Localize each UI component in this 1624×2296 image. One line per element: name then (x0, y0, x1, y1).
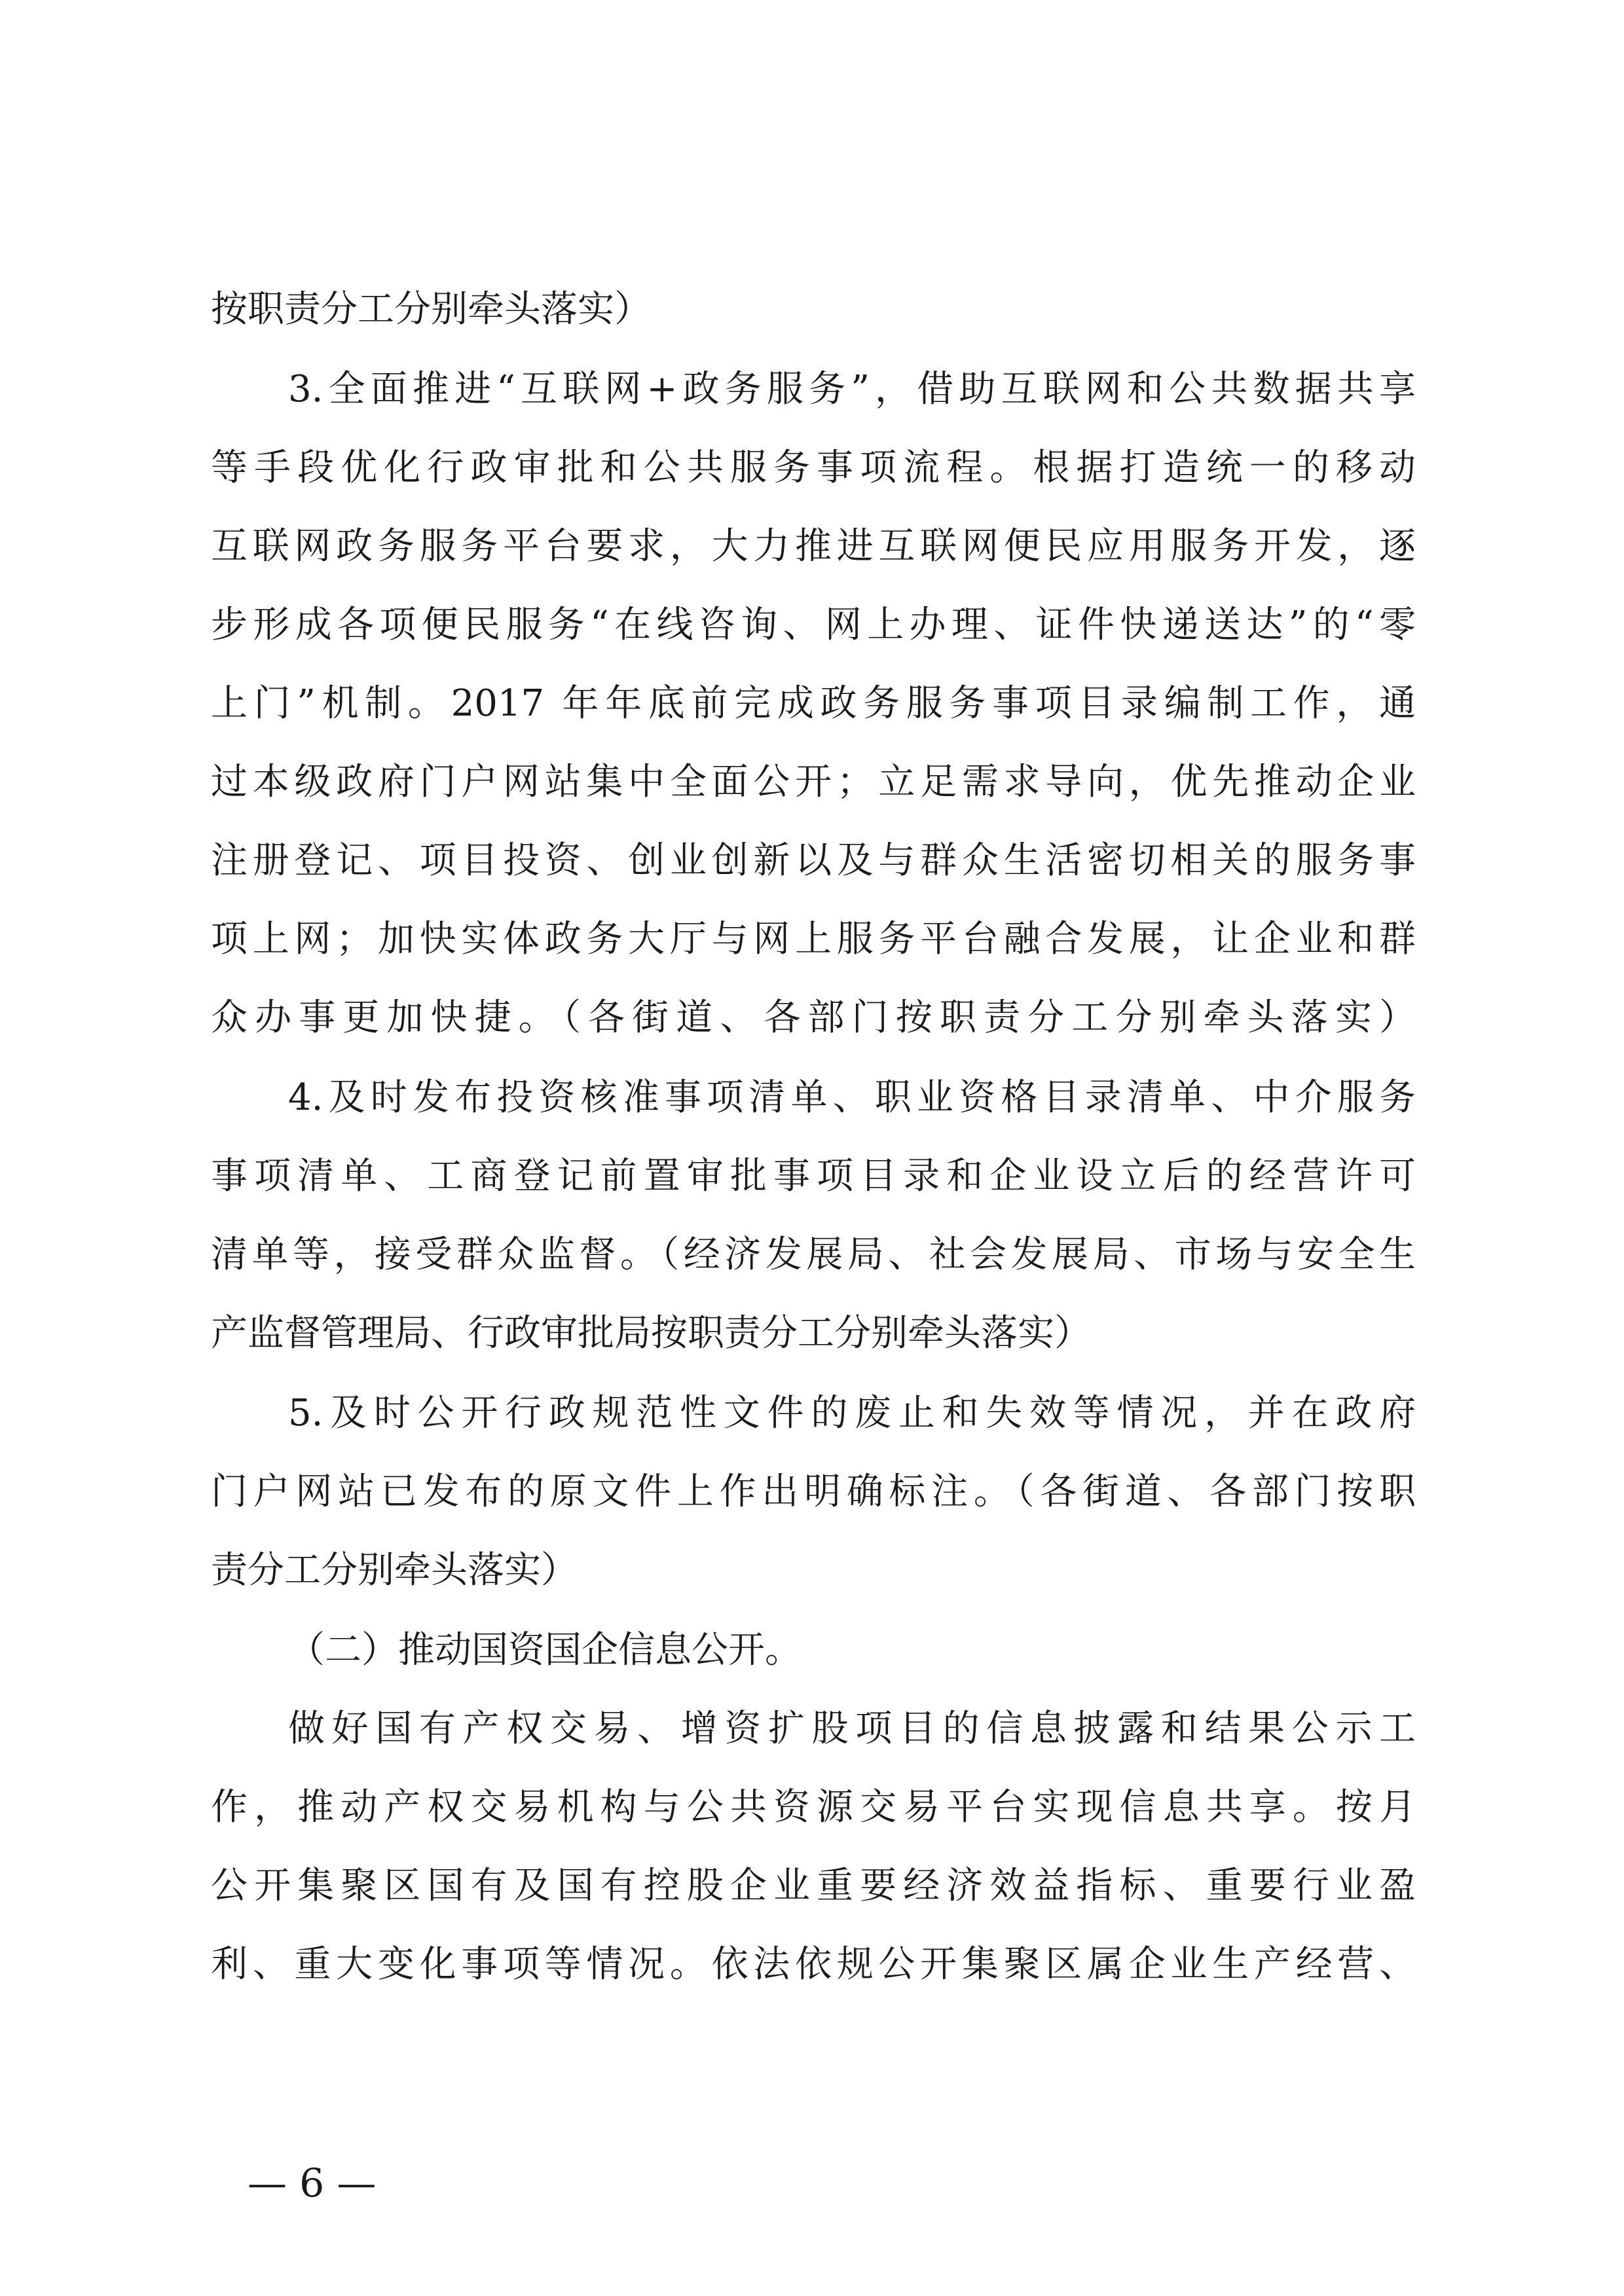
text-line: 做好国有产权交易、增资扩股项目的信息披露和结果公示工 (288, 1707, 1416, 1750)
text-line: 5.及时公开行政规范性文件的废止和失效等情况，并在政府 (288, 1392, 1416, 1434)
text-line: 责分工分别牵头落实） (211, 1549, 578, 1592)
section-heading: （二）推动国资国企信息公开。 (288, 1629, 802, 1671)
text-line: 互联网政务服务平台要求，大力推进互联网便民应用服务开发，逐 (211, 525, 1416, 568)
text-line: 过本级政府门户网站集中全面公开；立足需求导向，优先推动企业 (211, 761, 1416, 803)
text-line: 作，推动产权交易机构与公共资源交易平台实现信息共享。按月 (211, 1786, 1416, 1829)
text-line: 公开集聚区国有及国有控股企业重要经济效益指标、重要行业盈 (211, 1865, 1416, 1907)
text-line: 步形成各项便民服务“在线咨询、网上办理、证件快递送达”的“零 (211, 604, 1416, 646)
text-line: 4.及时发布投资核准事项清单、职业资格目录清单、中介服务 (288, 1076, 1416, 1119)
text-line: 利、重大变化事项等情况。依法依规公开集聚区属企业生产经营、 (211, 1943, 1416, 1986)
text-line: 门户网站已发布的原文件上作出明确标注。（各街道、各部门按职 (211, 1470, 1416, 1513)
text-line: 众办事更加快捷。（各街道、各部门按职责分工分别牵头落实） (211, 996, 1416, 1039)
text-line: 产监督管理局、行政审批局按职责分工分别牵头落实） (211, 1312, 1091, 1355)
text-line: 注册登记、项目投资、创业创新以及与群众生活密切相关的服务事 (211, 839, 1416, 882)
text-line: 按职责分工分别牵头落实） (211, 288, 651, 331)
text-line: 事项清单、工商登记前置审批事项目录和企业设立后的经营许可 (211, 1155, 1416, 1197)
text-line: 上门”机制。2017 年年底前完成政务服务事项目录编制工作，通 (211, 682, 1416, 725)
page-number: — 6 — (248, 2160, 377, 2206)
text-line: 等手段优化行政审批和公共服务事项流程。根据打造统一的移动 (211, 446, 1416, 489)
text-line: 项上网；加快实体政务大厅与网上服务平台融合发展，让企业和群 (211, 918, 1416, 960)
text-line: 清单等，接受群众监督。（经济发展局、社会发展局、市场与安全生 (211, 1233, 1416, 1276)
text-line: 3.全面推进“互联网+政务服务”，借助互联网和公共数据共享 (288, 368, 1416, 410)
